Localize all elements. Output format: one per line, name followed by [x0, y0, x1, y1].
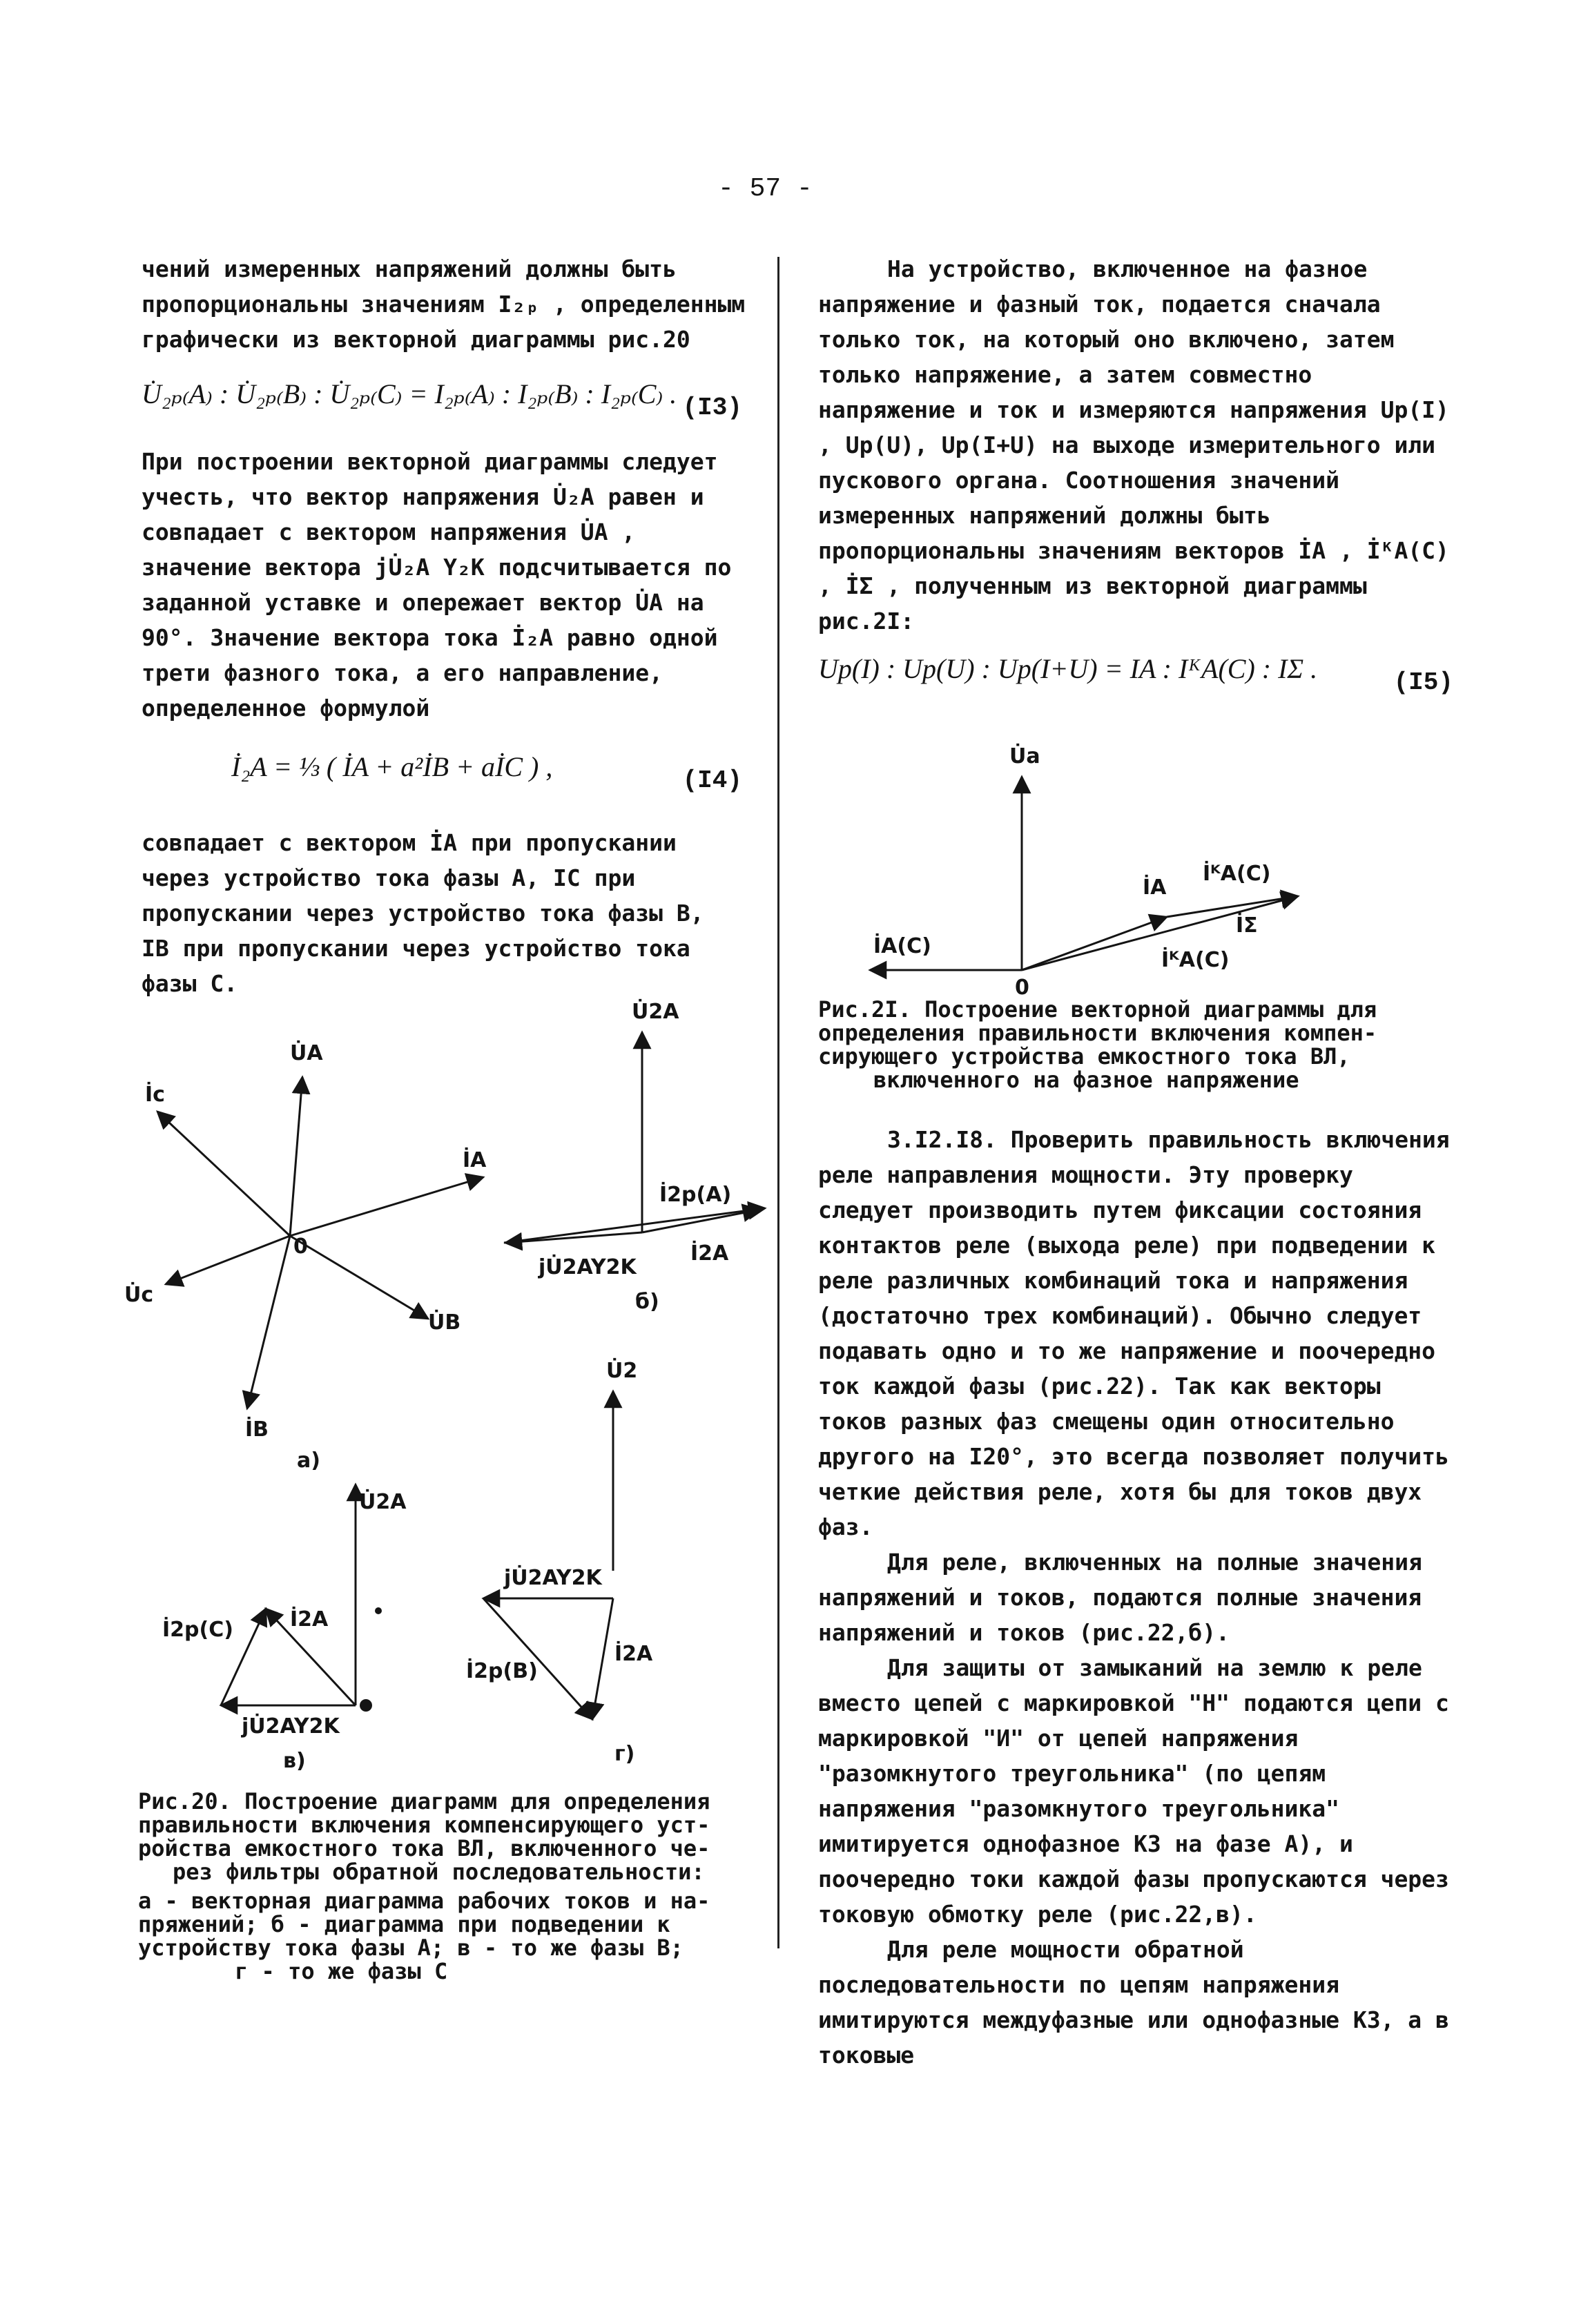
figure-21-caption [818, 998, 1453, 1092]
label-i2a-g: İ2A [614, 1642, 653, 1666]
label-ial-21: İA(C) [873, 934, 931, 958]
right-paragraph-1: На устройство, включенное на фазное напряжение и фазный ток, подается сначала только ток, на который оно включено, затем только напряжение, а затем совместно напряжение и ток и измеряются напряжения Uр(I) , Uр(U), Uр(I+U) на выходе измерительного или пускового органа. Соотношения значений измеренных напряжений должны быть пропорциональны значениям векторов İA , İᴷA(C) , İΣ , полученным из векторной диаграммы рис.2I: [818, 255, 1449, 635]
formula-15 [818, 651, 1460, 713]
formula-13-text: U̇₂ₚ₍A₎ : U̇₂ₚ₍B₎ : U̇₂ₚ₍C₎ = I₂ₚ₍A₎ : I₂ₚ₍B₎ : I₂ₚ₍C₎ . [142, 378, 677, 409]
vector-uc [166, 1236, 290, 1284]
label-ju-g: jU̇2AY2K [504, 1566, 602, 1590]
label-origin-a: 0 [293, 1234, 308, 1259]
label-origin-21: 0 [1015, 976, 1029, 1000]
vector-i2a-g [592, 1598, 613, 1719]
caption-20-line-4: рез фильтры обратной последовательности: [173, 1859, 705, 1885]
caption-21-line-4: включенного на фазное напряжение [873, 1067, 1299, 1093]
right-column-bottom [818, 1122, 1460, 2073]
label-b: б) [635, 1290, 659, 1314]
label-g: г) [614, 1742, 635, 1766]
label-i2p-a: İ2p(A) [659, 1183, 732, 1207]
caption-20-line-2: правильности включения компенсирующего уст- [138, 1812, 710, 1838]
vector-ia [290, 1177, 483, 1236]
label-iac-k2-21: İᴷA(C) [1161, 948, 1230, 972]
label-ia: İA [463, 1148, 487, 1172]
right-column-top [818, 251, 1460, 713]
page-number: - 57 - [718, 174, 813, 204]
label-ua-21: U̇a [1009, 744, 1040, 768]
label-ib: İB [245, 1417, 269, 1442]
formula-14-text: İ₂A = ⅓ ( İA + a²İB + aİC ) , [231, 751, 553, 782]
vector-i2p-a [504, 1208, 765, 1243]
caption-20-line-5: а - векторная диаграмма рабочих токов и на- [138, 1888, 710, 1914]
right-paragraph-3: Для реле, включенных на полные значения напряжений и токов, подаются полные значения напряжений и токов (рис.22,б). [818, 1549, 1422, 1646]
right-paragraph-5: Для реле мощности обратной последовательности по цепям напряжения имитируются междуфазные или однофазные КЗ, а в токовые [818, 1936, 1449, 2069]
label-i2a-v: İ2A [290, 1607, 329, 1631]
vector-ub [290, 1236, 428, 1319]
vector-iac-k2-21 [1022, 917, 1167, 970]
label-i2p-b: İ2p(B) [466, 1659, 538, 1683]
label-isum-21: İΣ [1236, 913, 1258, 938]
label-ic: İc [145, 1083, 165, 1107]
label-ju-v: jU̇2AY2K [242, 1714, 340, 1739]
figure-20-caption [138, 1790, 759, 1983]
vector-ib [247, 1236, 290, 1408]
label-ua: U̇A [290, 1041, 323, 1065]
caption-20-line-7: устройству тока фазы А; в - то же фазы В; [138, 1935, 683, 1961]
label-v: в) [283, 1749, 306, 1773]
caption-20-line-8: г - то же фазы С [235, 1958, 448, 1984]
label-u2a-v: U̇2A [359, 1490, 407, 1514]
left-paragraph-3: совпадает с вектором İA при пропускании через устройство тока фазы А, IC при пропускании через устройство тока фазы В, IB при пропускании через устройство тока фазы С. [142, 829, 704, 997]
label-ia-21: İA [1143, 875, 1167, 900]
formula-15-text: Uр(I) : Uр(U) : Uр(I+U) = IA : IᴷA(C) : IΣ . [818, 653, 1318, 684]
caption-21-line-2: определения правильности включения компен- [818, 1020, 1377, 1046]
caption-20-line-6: пряжений; б - диаграмма при подведении к [138, 1911, 670, 1937]
vector-ua [290, 1077, 302, 1236]
label-uc: U̇c [124, 1283, 154, 1307]
label-u2a-b: U̇2A [632, 1000, 679, 1024]
right-paragraph-2: 3.I2.I8. Проверить правильность включения реле направления мощности. Эту проверку следует производить путем фиксации состояния контактов реле (выхода реле) при подведении к реле различных комбинаций тока и напряжения (достаточно трех комбинаций). Обычно следует подавать одно и то же напряжение и поочередно ток каждой фазы (рис.22). Так как векторы токов разных фаз смещены один относительно другого на I20°, это всегда позволяет получить четкие действия реле, хотя бы для токов двух фаз. [818, 1126, 1450, 1540]
label-a: а) [297, 1449, 320, 1473]
caption-21-line-3: сирующего устройства емкостного тока ВЛ, [818, 1043, 1350, 1069]
label-i2p-c: İ2p(C) [162, 1618, 233, 1642]
formula-14-number: (I4) [682, 766, 742, 795]
label-ju-b: jU̇2AY2K [539, 1255, 637, 1279]
label-u2-g: U̇2 [606, 1359, 638, 1383]
label-ub: U̇B [428, 1310, 461, 1335]
left-paragraph-1: чений измеренных напряжений должны быть пропорциональны значениям I₂ₚ , определенным графически из векторной диаграммы рис.20 [142, 255, 746, 353]
caption-20-line-3: ройства емкостного тока ВЛ, включенного че- [138, 1835, 710, 1861]
formula-15-number: (I5) [1393, 668, 1453, 697]
vector-i2a-b [642, 1210, 759, 1232]
label-iac-k-21: İᴷA(C) [1203, 862, 1271, 886]
caption-20-line-1: Рис.20. Построение диаграмм для определения [138, 1788, 710, 1814]
vector-ic [157, 1112, 290, 1236]
label-i2a-b: İ2A [690, 1241, 729, 1266]
right-paragraph-4: Для защиты от замыканий на землю к реле вместо цепей с маркировкой "Н" подаются цепи с маркировкой "И" от цепей напряжения "разомкнутого треугольника" (по цепям напряжения "разомкнутого треугольника" имитируется однофазное КЗ на фазе А), и поочередно токи каждой фазы пропускаются через токовую обмотку реле (рис.22,в). [818, 1654, 1449, 1928]
left-paragraph-2: При построении векторной диаграммы следует учесть, что вектор напряжения U̇₂A равен и совпадает с вектором напряжения U̇A , значение вектора jU̇₂A Y₂K подсчитывается по заданной уставке и опережает вектор U̇A на 90°. Значение вектора тока İ₂A равно одной трети фазного тока, а его направление, определенное формулой [142, 448, 732, 722]
caption-21-line-1: Рис.2I. Построение векторной диаграммы для [818, 996, 1377, 1023]
formula-13-number: (I3) [682, 394, 742, 422]
